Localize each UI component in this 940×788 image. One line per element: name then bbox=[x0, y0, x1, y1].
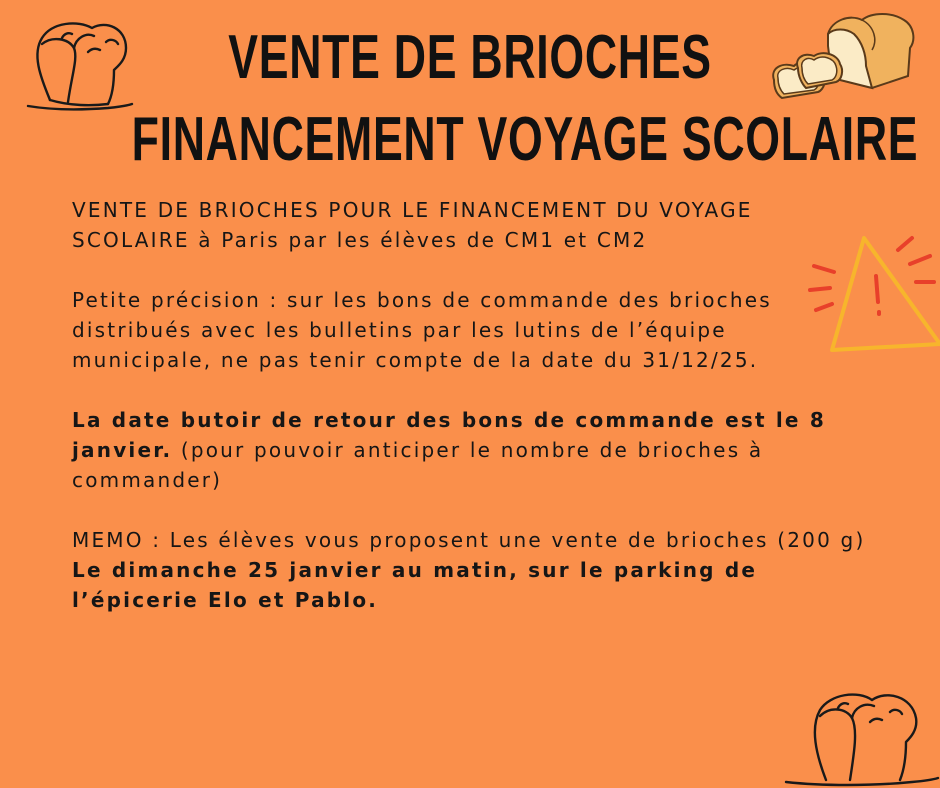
sale-date-location: Le dimanche 25 janvier au matin, sur le parking de l’épicerie Elo et Pablo. bbox=[72, 558, 758, 612]
deadline-bold-text: La date butoir de retour des bons de commande est le 8 janvier. bbox=[72, 408, 826, 462]
bread-outline-icon bbox=[22, 14, 134, 114]
intro-paragraph: VENTE DE BRIOCHES POUR LE FINANCEMENT DU VOYAGE SCOLAIRE à Paris par les élèves de CM1 et CM2 bbox=[72, 198, 753, 252]
deadline-paragraph bbox=[72, 405, 872, 495]
deadline-note-text: (pour pouvoir anticiper le nombre de brioches à commander) bbox=[72, 438, 764, 492]
memo-paragraph: MEMO : Les élèves vous proposent une vente de brioches (200 g) bbox=[72, 528, 866, 552]
page-title-line2: FINANCEMENT VOYAGE SCOLAIRE bbox=[131, 105, 919, 174]
page-title-line1: VENTE DE BRIOCHES bbox=[228, 23, 712, 92]
announcement-body bbox=[72, 195, 872, 615]
clarification-paragraph: Petite précision : sur les bons de commande des brioches distribués avec les bulletins par les lutins de l’équipe municipale, ne pas tenir compte de la date du 31/12/25. bbox=[72, 288, 772, 372]
bread-outline-icon bbox=[782, 668, 940, 788]
